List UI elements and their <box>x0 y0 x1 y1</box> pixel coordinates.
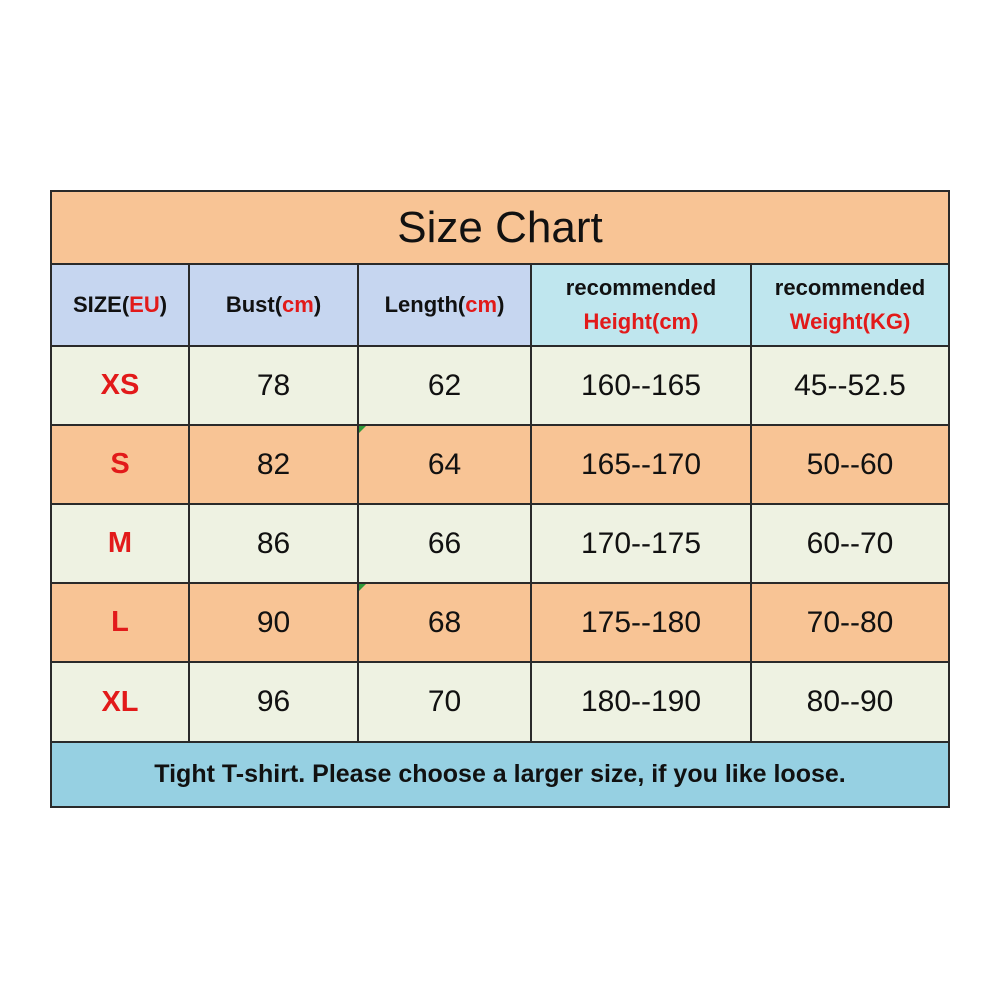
header-height-label: Height(cm) <box>583 309 699 334</box>
bust-value: 78 <box>190 347 357 424</box>
header-length <box>359 265 530 345</box>
length-value: 62 <box>359 347 530 424</box>
size-label-xs: XS <box>52 347 188 424</box>
weight-value: 60--70 <box>752 505 948 582</box>
weight-value: 70--80 <box>752 584 948 661</box>
header-weight <box>752 265 948 345</box>
height-value: 160--165 <box>532 347 750 424</box>
bust-value: 86 <box>190 505 357 582</box>
size-label-l: L <box>52 584 188 661</box>
header-bust-label: Bust(cm) <box>225 292 322 317</box>
header-size <box>52 265 188 345</box>
header-height <box>532 265 750 345</box>
bust-value: 82 <box>190 426 357 503</box>
header-weight-label: Weight(KG) <box>789 309 911 334</box>
size-label-m: M <box>52 505 188 582</box>
height-value: 165--170 <box>532 426 750 503</box>
height-value: 170--175 <box>532 505 750 582</box>
header-height-line1: recommended <box>565 275 717 300</box>
length-value: 68 <box>359 584 530 661</box>
header-length-label: Length(cm) <box>384 292 505 317</box>
length-value: 64 <box>359 426 530 503</box>
header-size-label: SIZE(EU) <box>72 292 168 317</box>
corner-marker-icon <box>359 426 366 433</box>
weight-value: 80--90 <box>752 663 948 741</box>
size-label-s: S <box>52 426 188 503</box>
fit-note: Tight T-shirt. Please choose a larger size, if you like loose. <box>52 743 948 806</box>
height-value: 180--190 <box>532 663 750 741</box>
chart-title: Size Chart <box>52 192 948 263</box>
header-weight-line1: recommended <box>774 275 926 300</box>
header-bust <box>190 265 357 345</box>
length-value: 70 <box>359 663 530 741</box>
weight-value: 45--52.5 <box>752 347 948 424</box>
corner-marker-icon <box>359 584 366 591</box>
bust-value: 96 <box>190 663 357 741</box>
bust-value: 90 <box>190 584 357 661</box>
size-label-xl: XL <box>52 663 188 741</box>
weight-value: 50--60 <box>752 426 948 503</box>
size-chart-table <box>50 190 950 808</box>
height-value: 175--180 <box>532 584 750 661</box>
length-value: 66 <box>359 505 530 582</box>
